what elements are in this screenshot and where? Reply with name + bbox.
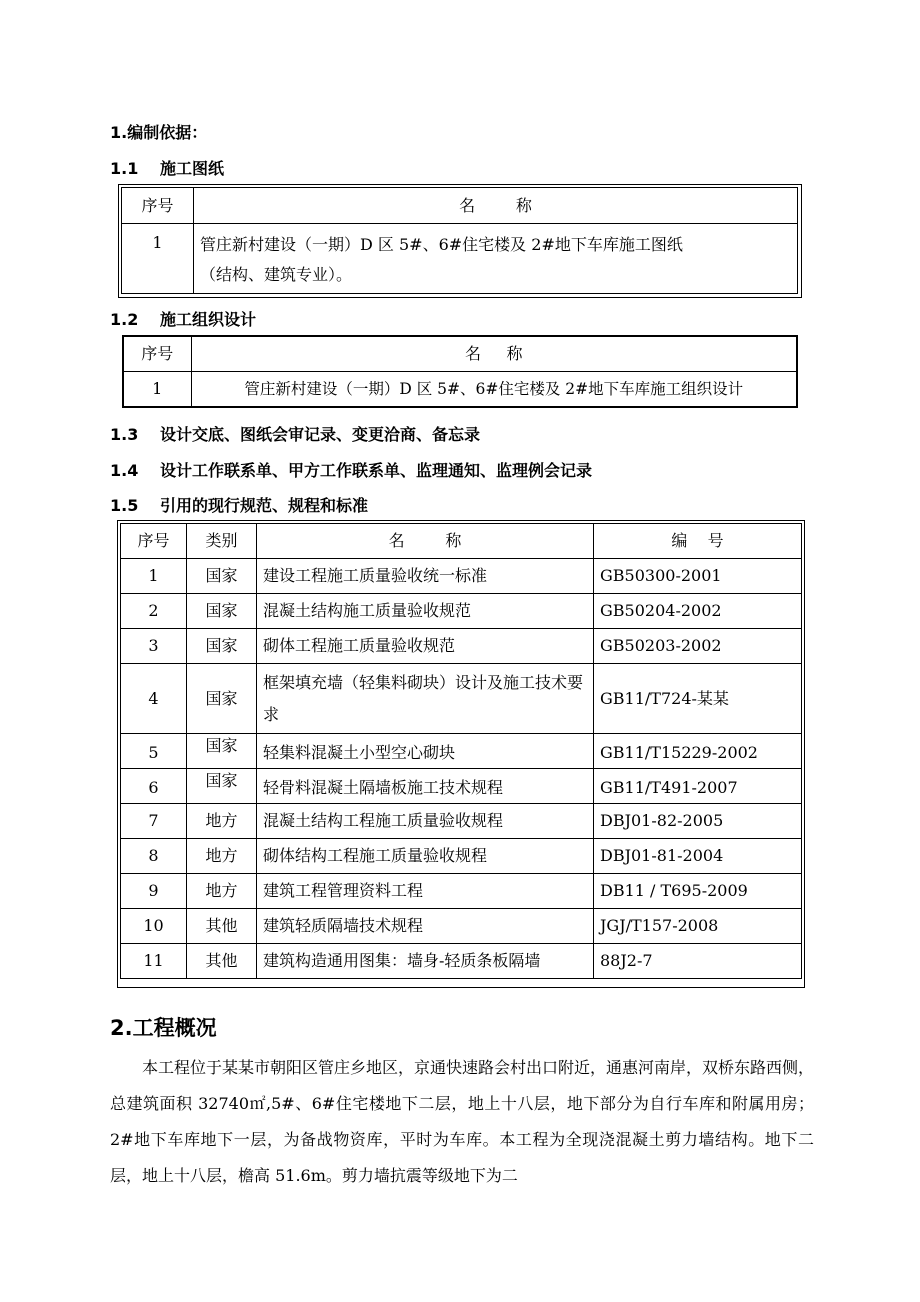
cell-category: 国家 [187,769,257,804]
cell-code: 88J2-7 [594,944,802,979]
cell-category: 其他 [187,909,257,944]
cell-code: GB11/T491-2007 [594,769,802,804]
cell-code: JGJ/T157-2008 [594,909,802,944]
cell-name-line1: 管庄新村建设（一期）D 区 5#、6#住宅楼及 2#地下车库施工图纸 [200,234,683,254]
cell-name [194,224,798,294]
standards-table [120,523,802,979]
section-number: 1.5 [110,496,139,515]
cell-name: 建筑工程管理资料工程 [257,874,594,909]
cell-category: 地方 [187,804,257,839]
cell-no: 7 [121,804,187,839]
header-no: 序号 [123,336,191,371]
drawings-table [121,187,798,294]
cell-code: DBJ01-82-2005 [594,804,802,839]
section-number: 1.2 [110,310,139,329]
header-code: 编 号 [594,524,802,559]
header-no: 序号 [121,524,187,559]
section-title: 设计交底、图纸会审记录、变更洽商、备忘录 [160,425,481,444]
header-name: 名 称 [191,336,797,371]
cell-name: 砌体结构工程施工质量验收规程 [257,839,594,874]
table-row [121,944,802,979]
section-number: 1.3 [110,425,139,444]
cell-no: 10 [121,909,187,944]
section-title: 施工组织设计 [160,310,257,329]
cell-name: 混凝土结构工程施工质量验收规程 [257,804,594,839]
cell-no: 8 [121,839,187,874]
section-heading-1: 1.编制依据： [110,123,208,142]
cell-code: GB11/T724-某某 [594,664,802,734]
table-row [122,224,798,294]
cell-code: GB11/T15229-2002 [594,734,802,769]
cell-name-line2: （结构、建筑专业）。 [200,264,353,284]
cell-category: 国家 [187,664,257,734]
section-1-5 [110,493,368,516]
header-name: 名 称 [257,524,594,559]
section-1-3 [110,422,480,445]
header-category: 类别 [187,524,257,559]
cell-category: 国家 [187,734,257,769]
section-number: 1.4 [110,461,139,480]
table-row [121,734,802,769]
table-row [121,769,802,804]
table-row [121,839,802,874]
table-row [121,804,802,839]
cell-category: 其他 [187,944,257,979]
cell-category: 国家 [187,594,257,629]
cell-no: 1 [122,224,194,294]
cell-category: 地方 [187,839,257,874]
cell-code: GB50204-2002 [594,594,802,629]
cell-name: 建设工程施工质量验收统一标准 [257,559,594,594]
table-row [121,559,802,594]
cell-no: 1 [123,371,191,407]
section-1-4 [110,458,592,481]
cell-no: 6 [121,769,187,804]
table-row [123,371,797,407]
cell-no: 11 [121,944,187,979]
table-header-row [121,524,802,559]
section-number: 1.1 [110,159,139,178]
section-title: 引用的现行规范、规程和标准 [160,496,369,515]
cell-no: 9 [121,874,187,909]
cell-category: 国家 [187,559,257,594]
cell-no: 3 [121,629,187,664]
section-heading-2: 2.工程概况 [110,1016,217,1040]
cell-name: 轻集料混凝土小型空心砌块 [257,734,594,769]
overview-paragraph: 本工程位于某某市朝阳区管庄乡地区，京通快速路会村出口附近，通惠河南岸，双桥东路西侧，总建筑面积 32740㎡,5#、6#住宅楼地下二层，地上十八层，地下部分为自行车库和附属用房；2#地下车库地下一层，为备战物资库，平时为车库。本工程为全现浇混凝土剪力墙结构。地下二层，地上十八层，檐高 51.6m。剪力墙抗震等级地下为二 [110,1058,815,1185]
cell-name: 混凝土结构施工质量验收规范 [257,594,594,629]
cell-no: 1 [121,559,187,594]
cell-name: 砌体工程施工质量验收规范 [257,629,594,664]
table-row [121,664,802,734]
cell-code: DB11 / T695-2009 [594,874,802,909]
table-row [121,629,802,664]
cell-name: 建筑轻质隔墙技术规程 [257,909,594,944]
cell-code: DBJ01-81-2004 [594,839,802,874]
cell-no: 2 [121,594,187,629]
table-header-row [123,336,797,371]
cell-no: 4 [121,664,187,734]
table-row [121,594,802,629]
cell-category: 国家 [187,629,257,664]
org-design-table [122,335,798,408]
cell-name: 管庄新村建设（一期）D 区 5#、6#住宅楼及 2#地下车库施工组织设计 [191,371,797,407]
header-no: 序号 [122,188,194,224]
section-1-1 [110,156,224,179]
section-1-2 [110,307,256,330]
section-title: 设计工作联系单、甲方工作联系单、监理通知、监理例会记录 [160,461,593,480]
header-name: 名 称 [194,188,798,224]
section-title: 施工图纸 [160,159,225,178]
table-header-row [122,188,798,224]
cell-name: 轻骨料混凝土隔墙板施工技术规程 [257,769,594,804]
table-row [121,874,802,909]
cell-name: 框架填充墙（轻集料砌块）设计及施工技术要求 [257,664,594,734]
cell-name: 建筑构造通用图集：墙身-轻质条板隔墙 [257,944,594,979]
cell-code: GB50203-2002 [594,629,802,664]
cell-category: 地方 [187,874,257,909]
table-row [121,909,802,944]
cell-code: GB50300-2001 [594,559,802,594]
cell-no: 5 [121,734,187,769]
